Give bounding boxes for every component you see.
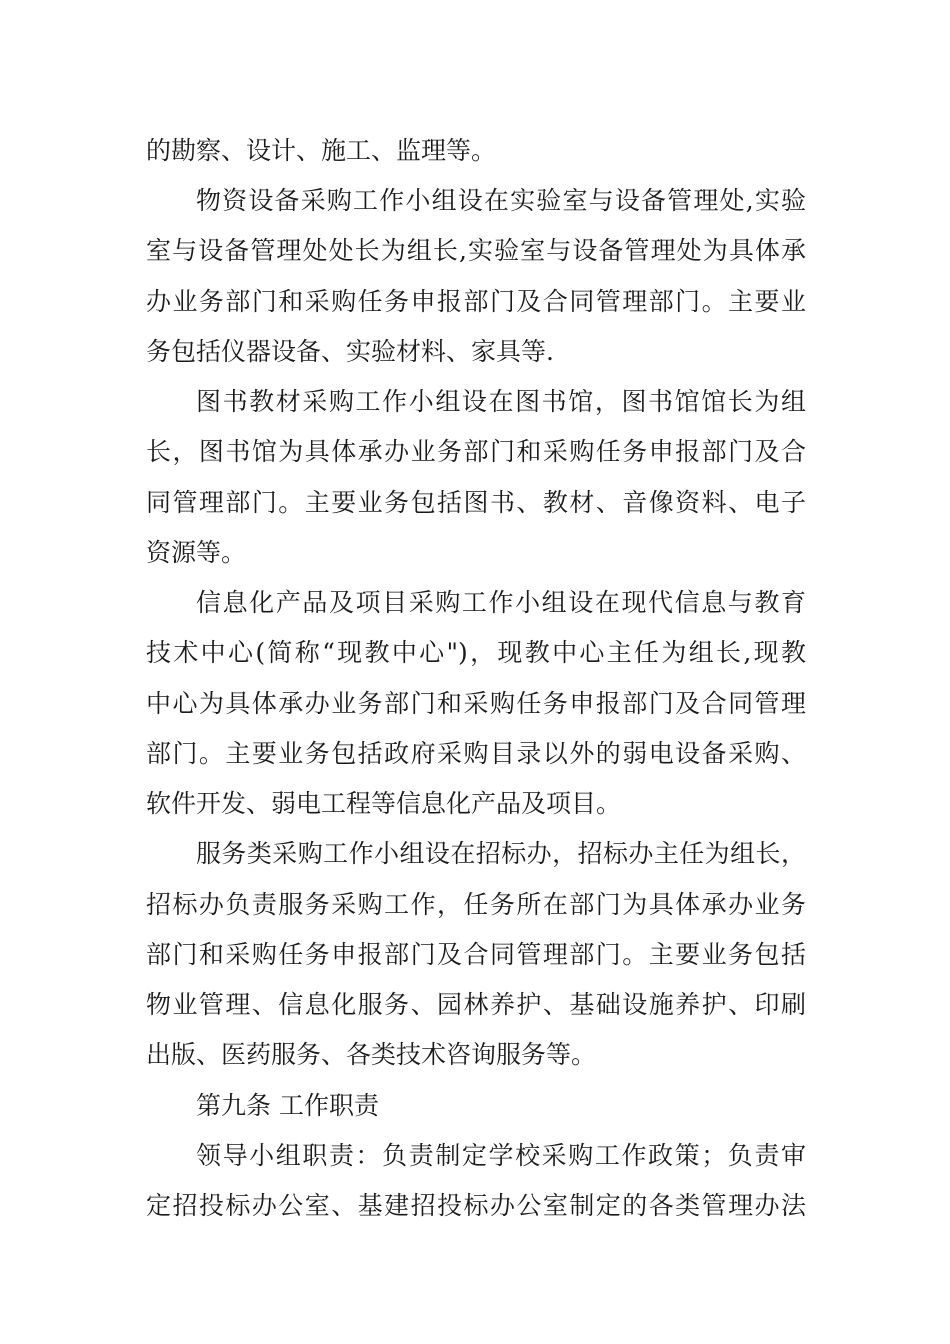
text-line: 定招投标办公室、基建招投标办公室制定的各类管理办法	[146, 1191, 806, 1220]
paragraph-first-line: 信息化产品及项目采购工作小组设在现代信息与教育	[196, 588, 806, 617]
article-heading: 第九条 工作职责	[196, 1091, 379, 1120]
text-line: 长，图书馆为具体承办业务部门和采购任务申报部门及合	[146, 437, 806, 466]
text-line: 资源等。	[146, 538, 247, 567]
paragraph-first-line: 图书教材采购工作小组设在图书馆，图书馆馆长为组	[196, 387, 806, 416]
text-line: 部门。主要业务包括政府采购目录以外的弱电设备采购、	[146, 739, 806, 768]
text-line: 室与设备管理处处长为组长,实验室与设备管理处为具体承	[146, 236, 806, 265]
text-line: 软件开发、弱电工程等信息化产品及项目。	[146, 789, 622, 818]
paragraph-first-line: 服务类采购工作小组设在招标办，招标办主任为组长，	[196, 839, 806, 868]
text-line: 中心为具体承办业务部门和采购任务申报部门及合同管理	[146, 689, 806, 718]
text-line: 技术中心(简称“现教中心")，现教中心主任为组长,现教	[146, 638, 806, 667]
paragraph-first-line: 物资设备采购工作小组设在实验室与设备管理处,实验	[196, 186, 806, 215]
text-line: 务包括仪器设备、实验材料、家具等.	[146, 337, 554, 366]
text-line: 同管理部门。主要业务包括图书、教材、音像资料、电子	[146, 488, 806, 517]
text-line: 招标办负责服务采购工作，任务所在部门为具体承办业务	[146, 890, 806, 919]
text-line: 的勘察、设计、施工、监理等。	[146, 136, 497, 165]
text-line: 部门和采购任务申报部门及合同管理部门。主要业务包括	[146, 940, 806, 969]
text-line: 物业管理、信息化服务、园林养护、基础设施养护、印刷	[146, 990, 806, 1019]
paragraph-first-line: 领导小组职责：负责制定学校采购工作政策；负责审	[196, 1141, 806, 1170]
text-line: 出版、医药服务、各类技术咨询服务等。	[146, 1040, 597, 1069]
text-line: 办业务部门和采购任务申报部门及合同管理部门。主要业	[146, 287, 806, 316]
